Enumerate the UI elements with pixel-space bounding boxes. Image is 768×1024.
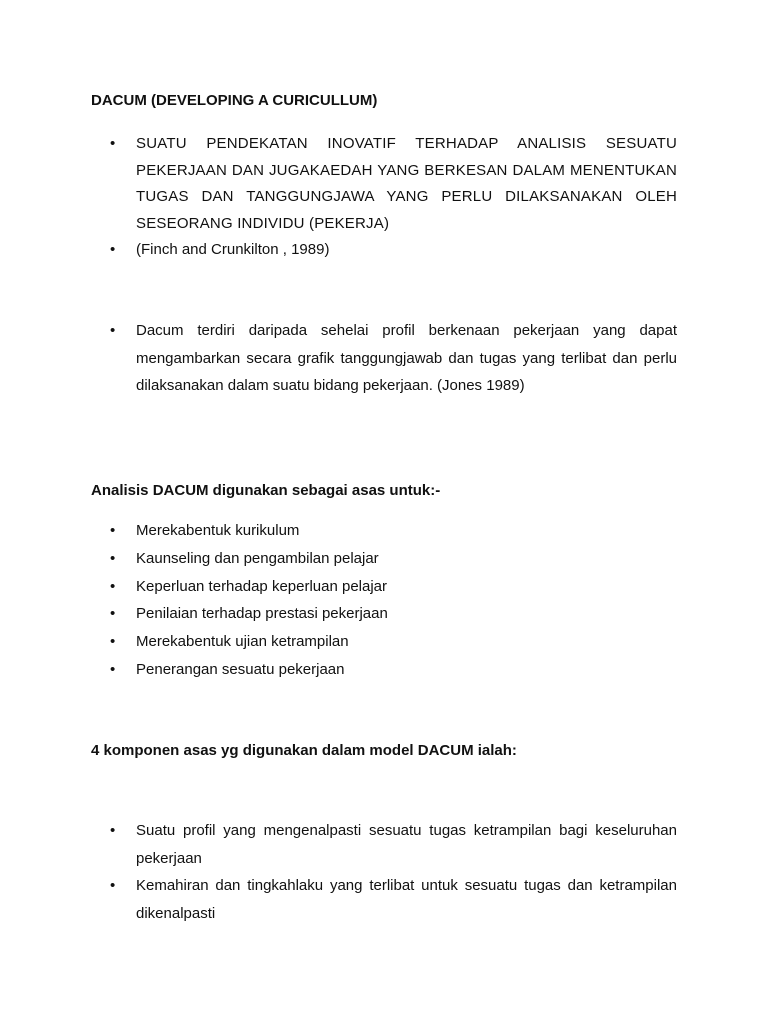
list-item-text: Dacum terdiri daripada sehelai profil berkenaan pekerjaan yang dapat mengambarkan secara grafik tanggungjawab dan tugas yang terlibat dan perlu dilaksanakan dalam suatu bidang pekerjaan. (Jones 1989) (136, 322, 677, 394)
bullet-icon: • (110, 241, 116, 258)
list-item (91, 573, 677, 601)
list-item-text: Penilaian terhadap prestasi pekerjaan (136, 605, 388, 623)
list-item-text: Kaunseling dan pengambilan pelajar (136, 549, 379, 567)
list-item (91, 237, 677, 264)
section-heading: Analisis DACUM digunakan sebagai asas untuk:- (91, 482, 441, 499)
list-item (91, 628, 677, 656)
list-item-text: Merekabentuk ujian ketrampilan (136, 633, 349, 651)
bullet-icon: • (110, 322, 116, 339)
list-item (91, 517, 677, 545)
list-item-text: Suatu profil yang mengenalpasti sesuatu tugas ketrampilan bagi keseluruhan pekerjaan (136, 822, 677, 867)
list-item (91, 317, 677, 400)
list-item (91, 656, 677, 684)
section-heading: 4 komponen asas yg digunakan dalam model DACUM ialah: (91, 742, 517, 759)
bullet-icon: • (110, 660, 116, 678)
uses-list (91, 517, 677, 684)
components-list (91, 817, 677, 927)
bullet-icon: • (110, 135, 116, 152)
definition-list (91, 131, 677, 264)
list-item (91, 817, 677, 872)
list-item-text: Kemahiran dan tingkahlaku yang terlibat untuk sesuatu tugas dan ketrampilan dikenalpasti (136, 877, 677, 922)
list-item-text: Keperluan terhadap keperluan pelajar (136, 577, 388, 595)
bullet-icon: • (110, 522, 116, 539)
document-title: DACUM (DEVELOPING A CURICULLUM) (91, 92, 378, 109)
bullet-icon: • (110, 605, 116, 623)
bullet-icon: • (110, 633, 116, 651)
list-item (91, 131, 677, 237)
bullet-icon: • (110, 577, 116, 595)
list-item (91, 600, 677, 628)
list-item-text: (Finch and Crunkilton , 1989) (136, 241, 330, 258)
list-item (91, 872, 677, 927)
list-item (91, 545, 677, 573)
list-item-text: SUATU PENDEKATAN INOVATIF TERHADAP ANALISIS SESUATU PEKERJAAN DAN JUGAKAEDAH YANG BERKESAN DALAM MENENTUKAN TUGAS DAN TANGGUNGJAWA YANG PERLU DILAKSANAKAN OLEH SESEORANG INDIVIDU (PEKERJA) (136, 135, 677, 232)
bullet-icon: • (110, 877, 116, 894)
bullet-icon: • (110, 549, 116, 567)
list-item-text: Penerangan sesuatu pekerjaan (136, 660, 345, 678)
description-list (91, 317, 677, 400)
bullet-icon: • (110, 822, 116, 839)
list-item-text: Merekabentuk kurikulum (136, 522, 300, 539)
